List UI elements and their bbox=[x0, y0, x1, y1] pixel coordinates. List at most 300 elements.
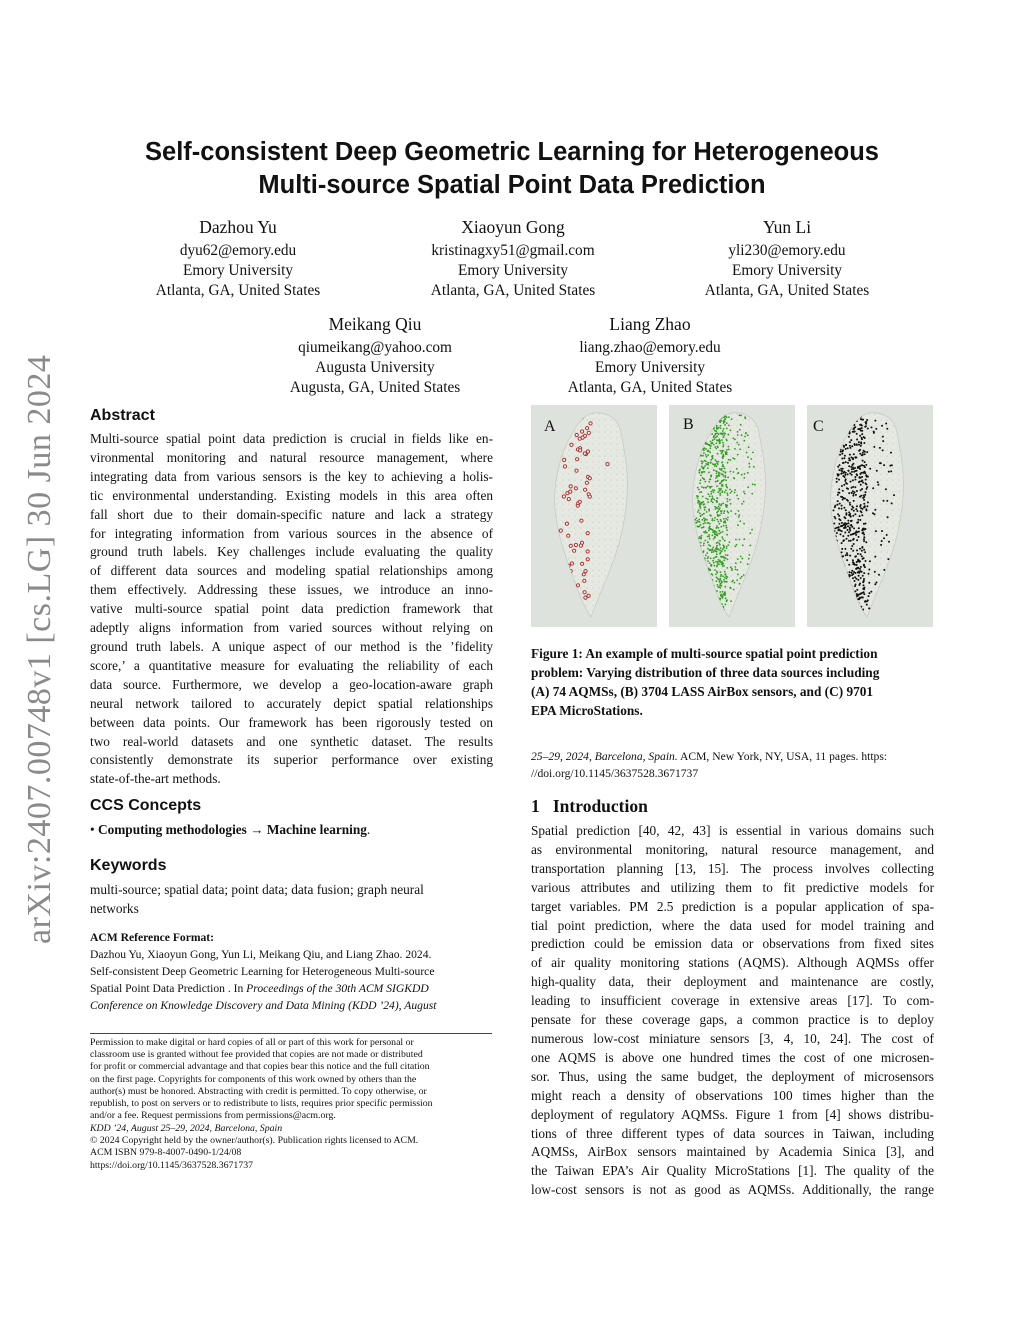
footnote-divider bbox=[90, 1033, 492, 1034]
author-block bbox=[540, 312, 760, 398]
sensor-point bbox=[866, 486, 868, 488]
sensor-point bbox=[861, 427, 863, 429]
sensor-point bbox=[697, 497, 699, 499]
sensor-point bbox=[578, 500, 581, 503]
sensor-point bbox=[719, 490, 721, 492]
sensor-point bbox=[711, 443, 713, 445]
sensor-point bbox=[838, 488, 840, 490]
sensor-point bbox=[869, 560, 871, 562]
sensor-point bbox=[836, 478, 838, 480]
sensor-point bbox=[863, 572, 865, 574]
sensor-point bbox=[852, 550, 854, 552]
sensor-point bbox=[851, 445, 853, 447]
sensor-point bbox=[720, 450, 722, 452]
sensor-point bbox=[848, 457, 850, 459]
sensor-point bbox=[705, 518, 707, 520]
sensor-point bbox=[852, 490, 854, 492]
sensor-point bbox=[856, 564, 858, 566]
sensor-point bbox=[744, 493, 746, 495]
sensor-point bbox=[862, 460, 864, 462]
sensor-point bbox=[752, 452, 754, 454]
sensor-point bbox=[709, 495, 711, 497]
author-location: Augusta, GA, United States bbox=[289, 379, 461, 396]
sensor-point bbox=[853, 527, 855, 529]
sensor-point bbox=[867, 476, 869, 478]
author-affiliation: Emory University bbox=[731, 262, 843, 279]
sensor-point bbox=[743, 538, 745, 540]
sensor-point bbox=[716, 473, 718, 475]
sensor-point bbox=[846, 559, 848, 561]
sensor-point bbox=[722, 503, 724, 505]
sensor-point bbox=[718, 441, 720, 443]
sensor-point bbox=[722, 575, 724, 577]
sensor-point bbox=[722, 565, 724, 567]
map-panel-c bbox=[807, 405, 933, 627]
sensor-point bbox=[837, 492, 839, 494]
sensor-point bbox=[849, 472, 851, 474]
sensor-point bbox=[854, 427, 856, 429]
sensor-point bbox=[836, 532, 838, 534]
sensor-point bbox=[838, 515, 840, 517]
sensor-point bbox=[837, 500, 839, 502]
sensor-point bbox=[738, 514, 740, 516]
sensor-point bbox=[833, 509, 835, 511]
sensor-point bbox=[854, 476, 856, 478]
sensor-point bbox=[726, 422, 728, 424]
sensor-point bbox=[852, 495, 854, 497]
ccs-bullet: • bbox=[90, 822, 95, 837]
caption-line: (A) 74 AQMSs, (B) 3704 LASS AirBox sensors, and (C) 9701 bbox=[531, 684, 874, 699]
author-affiliation: Emory University bbox=[594, 359, 706, 376]
sensor-point bbox=[703, 479, 705, 481]
sensor-point bbox=[852, 507, 854, 509]
sensor-point bbox=[702, 501, 704, 503]
sensor-point bbox=[723, 428, 725, 430]
abstract-body bbox=[90, 430, 493, 789]
sensor-point bbox=[563, 465, 566, 468]
sensor-point bbox=[851, 487, 853, 489]
sensor-point bbox=[837, 466, 839, 468]
sensor-point bbox=[861, 437, 863, 439]
sensor-point bbox=[716, 525, 718, 527]
sensor-point bbox=[707, 450, 709, 452]
sensor-point bbox=[725, 581, 727, 583]
sensor-point bbox=[875, 530, 877, 532]
sensor-point bbox=[717, 480, 719, 482]
sensor-point bbox=[702, 455, 704, 457]
sensor-point bbox=[726, 506, 728, 508]
sensor-point bbox=[727, 512, 729, 514]
sensor-point bbox=[700, 515, 702, 517]
sensor-point bbox=[727, 476, 729, 478]
sensor-point bbox=[730, 471, 732, 473]
sensor-point bbox=[859, 465, 861, 467]
sensor-point bbox=[567, 498, 570, 501]
sensor-point bbox=[712, 547, 714, 549]
intro-line: AQMSs, AirBox sensors maintained by Academia Sinica [3], and bbox=[531, 1144, 934, 1160]
sensor-point bbox=[850, 466, 852, 468]
footnote-doi[interactable]: https://doi.org/10.1145/3637528.3671737 bbox=[90, 1159, 254, 1171]
sensor-point bbox=[725, 476, 727, 478]
sensor-point bbox=[741, 434, 743, 436]
sensor-point bbox=[709, 526, 711, 528]
sensor-point bbox=[844, 517, 846, 519]
author-name: Meikang Qiu bbox=[328, 314, 422, 334]
sensor-point bbox=[705, 487, 707, 489]
sensor-point bbox=[707, 486, 709, 488]
sensor-point bbox=[735, 569, 737, 571]
author-block bbox=[265, 312, 485, 398]
sensor-point bbox=[717, 527, 719, 529]
sensor-point bbox=[723, 510, 725, 512]
sensor-point bbox=[881, 540, 883, 542]
sensor-point bbox=[724, 468, 726, 470]
sensor-point bbox=[722, 442, 724, 444]
sensor-point bbox=[723, 475, 725, 477]
sensor-point bbox=[702, 461, 704, 463]
sensor-point bbox=[725, 504, 727, 506]
sensor-point bbox=[559, 529, 562, 532]
sensor-point bbox=[845, 448, 847, 450]
sensor-point bbox=[718, 564, 720, 566]
sensor-point bbox=[701, 471, 703, 473]
sensor-point bbox=[734, 546, 736, 548]
sensor-point bbox=[854, 444, 856, 446]
sensor-point bbox=[862, 508, 864, 510]
sensor-point bbox=[717, 521, 719, 523]
sensor-point bbox=[723, 546, 725, 548]
sensor-point bbox=[851, 474, 853, 476]
author-location: Atlanta, GA, United States bbox=[155, 282, 321, 299]
sensor-point bbox=[877, 481, 879, 483]
sensor-point bbox=[707, 501, 709, 503]
sensor-point bbox=[848, 436, 850, 438]
sensor-point bbox=[562, 495, 565, 498]
sensor-point bbox=[837, 527, 839, 529]
sensor-point bbox=[849, 441, 851, 443]
sensor-point bbox=[852, 463, 854, 465]
sensor-point bbox=[887, 516, 889, 518]
sensor-point bbox=[856, 505, 858, 507]
author-name: Yun Li bbox=[762, 217, 812, 237]
sensor-point bbox=[726, 439, 728, 441]
sensor-point bbox=[753, 466, 755, 468]
sensor-point bbox=[856, 433, 858, 435]
sensor-point bbox=[569, 544, 572, 547]
abstract-line: state-of-the-art methods. bbox=[90, 771, 221, 787]
sensor-point bbox=[834, 516, 836, 518]
sensor-point bbox=[860, 577, 862, 579]
sensor-point bbox=[851, 574, 853, 576]
sensor-point bbox=[842, 462, 844, 464]
sensor-point bbox=[727, 501, 729, 503]
sensor-point bbox=[863, 549, 865, 551]
sensor-point bbox=[725, 575, 727, 577]
sensor-point bbox=[730, 510, 732, 512]
sensor-point bbox=[843, 539, 845, 541]
sensor-point bbox=[848, 522, 850, 524]
sensor-point bbox=[889, 465, 891, 467]
sensor-point bbox=[711, 535, 713, 537]
abstract-line: them effectively. Addressing these issues, we introduce an inno- bbox=[90, 582, 493, 598]
intro-line: deployment of regulatory AQMSs. Figure 1 from [4] shows distribu- bbox=[531, 1106, 934, 1122]
sensor-point bbox=[849, 445, 851, 447]
sensor-point bbox=[574, 543, 577, 546]
sensor-point bbox=[720, 482, 722, 484]
sensor-point bbox=[715, 448, 717, 450]
sensor-point bbox=[700, 538, 702, 540]
sensor-point bbox=[722, 434, 724, 436]
sensor-point bbox=[852, 458, 854, 460]
sensor-point bbox=[712, 560, 714, 562]
sensor-point bbox=[713, 557, 715, 559]
sensor-point bbox=[855, 508, 857, 510]
sensor-point bbox=[716, 519, 718, 521]
sensor-point bbox=[717, 584, 719, 586]
sensor-point bbox=[707, 454, 709, 456]
sensor-point bbox=[726, 567, 728, 569]
acm-ref-doi[interactable]: //doi.org/10.1145/3637528.3671737 bbox=[531, 767, 699, 780]
sensor-point bbox=[841, 472, 843, 474]
sensor-point bbox=[842, 490, 844, 492]
sensor-point bbox=[849, 555, 851, 557]
sensor-point bbox=[584, 488, 587, 491]
sensor-point bbox=[882, 440, 884, 442]
sensor-point bbox=[719, 421, 721, 423]
sensor-point bbox=[838, 507, 840, 509]
author-email: yli230@emory.edu bbox=[728, 242, 846, 259]
sensor-point bbox=[726, 428, 728, 430]
sensor-point bbox=[887, 558, 889, 560]
sensor-point bbox=[565, 522, 568, 525]
sensor-point bbox=[865, 479, 867, 481]
sensor-point bbox=[845, 527, 847, 529]
sensor-point bbox=[704, 540, 706, 542]
sensor-point bbox=[844, 476, 846, 478]
sensor-point bbox=[723, 479, 725, 481]
sensor-point bbox=[711, 433, 713, 435]
sensor-point bbox=[851, 508, 853, 510]
sensor-point bbox=[716, 443, 718, 445]
sensor-point bbox=[719, 561, 721, 563]
sensor-point bbox=[739, 583, 741, 585]
sensor-point bbox=[849, 502, 851, 504]
sensor-point bbox=[867, 599, 869, 601]
sensor-point bbox=[865, 464, 867, 466]
author-affiliation: Augusta University bbox=[315, 359, 435, 376]
sensor-point bbox=[868, 595, 870, 597]
sensor-point bbox=[717, 446, 719, 448]
sensor-point bbox=[726, 449, 728, 451]
sensor-point bbox=[754, 484, 756, 486]
sensor-point bbox=[717, 428, 719, 430]
sensor-point bbox=[713, 437, 715, 439]
sensor-point bbox=[718, 559, 720, 561]
sensor-point bbox=[752, 483, 754, 485]
sensor-point bbox=[847, 500, 849, 502]
sensor-point bbox=[730, 492, 732, 494]
sensor-point bbox=[725, 522, 727, 524]
sensor-point bbox=[726, 529, 728, 531]
intro-line: leading to insufficient coverage in extensive areas [17]. To com- bbox=[531, 993, 934, 1009]
intro-line: might reach a density of observations 100 times higher than the bbox=[531, 1087, 934, 1103]
sensor-point bbox=[857, 572, 859, 574]
sensor-point bbox=[848, 531, 850, 533]
sensor-point bbox=[837, 504, 839, 506]
sensor-point bbox=[715, 437, 717, 439]
sensor-point bbox=[707, 467, 709, 469]
sensor-point bbox=[861, 514, 863, 516]
sensor-point bbox=[709, 447, 711, 449]
sensor-point bbox=[749, 466, 751, 468]
author-name: Xiaoyun Gong bbox=[461, 217, 565, 237]
sensor-point bbox=[863, 534, 865, 536]
sensor-point bbox=[718, 543, 720, 545]
sensor-point bbox=[702, 496, 704, 498]
sensor-point bbox=[704, 520, 706, 522]
sensor-point bbox=[855, 534, 857, 536]
sensor-point bbox=[704, 481, 706, 483]
sensor-point bbox=[702, 514, 704, 516]
sensor-point bbox=[750, 545, 752, 547]
sensor-point bbox=[721, 580, 723, 582]
sensor-point bbox=[697, 495, 699, 497]
sensor-point bbox=[723, 525, 725, 527]
sensor-point bbox=[864, 426, 866, 428]
sensor-point bbox=[713, 499, 715, 501]
sensor-point bbox=[580, 519, 583, 522]
sensor-point bbox=[723, 512, 725, 514]
sensor-point bbox=[713, 562, 715, 564]
sensor-point bbox=[847, 520, 849, 522]
sensor-point bbox=[711, 499, 713, 501]
sensor-point bbox=[881, 425, 883, 427]
sensor-point bbox=[708, 510, 710, 512]
sensor-point bbox=[716, 546, 718, 548]
sensor-point bbox=[849, 447, 851, 449]
section-title: Introduction bbox=[552, 796, 648, 816]
sensor-point bbox=[717, 586, 719, 588]
sensor-point bbox=[858, 441, 860, 443]
sensor-point bbox=[847, 535, 849, 537]
sensor-point bbox=[712, 463, 714, 465]
sensor-point bbox=[870, 591, 872, 593]
sensor-point bbox=[704, 509, 706, 511]
section-number: 1 bbox=[531, 796, 540, 816]
sensor-point bbox=[843, 497, 845, 499]
sensor-point bbox=[731, 418, 733, 420]
sensor-point bbox=[843, 484, 845, 486]
sensor-point bbox=[730, 503, 732, 505]
sensor-point bbox=[736, 544, 738, 546]
sensor-point bbox=[703, 545, 705, 547]
sensor-point bbox=[722, 597, 724, 599]
acm-ref-proceedings: Proceedings of the 30th ACM SIGKDD bbox=[246, 982, 429, 995]
sensor-point bbox=[722, 531, 724, 533]
sensor-point bbox=[736, 495, 738, 497]
sensor-point bbox=[844, 532, 846, 534]
sensor-point bbox=[751, 529, 753, 531]
sensor-point bbox=[701, 527, 703, 529]
sensor-point bbox=[734, 439, 736, 441]
sensor-point bbox=[699, 512, 701, 514]
sensor-point bbox=[736, 442, 738, 444]
figure-1-caption bbox=[531, 644, 934, 720]
sensor-point bbox=[853, 500, 855, 502]
sensor-point bbox=[714, 446, 716, 448]
sensor-point bbox=[740, 556, 742, 558]
sensor-point bbox=[720, 519, 722, 521]
ccs-item-computing: Computing methodologies bbox=[97, 822, 247, 837]
sensor-point bbox=[848, 459, 850, 461]
sensor-point bbox=[724, 540, 726, 542]
sensor-point bbox=[854, 513, 856, 515]
author-block bbox=[138, 215, 338, 301]
sensor-point bbox=[698, 509, 700, 511]
map-panel-a bbox=[531, 405, 657, 627]
sensor-point bbox=[843, 445, 845, 447]
sensor-point bbox=[854, 479, 856, 481]
sensor-point bbox=[727, 559, 729, 561]
sensor-point bbox=[701, 460, 703, 462]
sensor-point bbox=[866, 419, 868, 421]
sensor-point bbox=[734, 492, 736, 494]
sensor-point bbox=[734, 458, 736, 460]
sensor-point bbox=[721, 550, 723, 552]
sensor-point bbox=[739, 448, 741, 450]
ccs-period: . bbox=[366, 822, 371, 837]
sensor-point bbox=[862, 575, 864, 577]
intro-line: of air quality monitoring stations (AQMS). Although AQMSs offer bbox=[531, 955, 934, 971]
sensor-point bbox=[586, 532, 589, 535]
sensor-point bbox=[855, 530, 857, 532]
sensor-point bbox=[849, 432, 851, 434]
author-email: liang.zhao@emory.edu bbox=[579, 339, 721, 356]
sensor-point bbox=[582, 573, 585, 576]
caption-line: Figure 1: An example of multi-source spatial point prediction bbox=[531, 646, 878, 661]
sensor-point bbox=[707, 536, 709, 538]
sensor-point bbox=[743, 523, 745, 525]
sensor-point bbox=[841, 551, 843, 553]
abstract-line: between data points. Our framework has been rigorously tested on bbox=[90, 714, 493, 730]
sensor-point bbox=[697, 511, 699, 513]
sensor-point bbox=[841, 542, 843, 544]
sensor-point bbox=[856, 539, 858, 541]
sensor-point bbox=[861, 433, 863, 435]
sensor-point bbox=[860, 553, 862, 555]
sensor-point bbox=[883, 537, 885, 539]
sensor-point bbox=[851, 471, 853, 473]
sensor-point bbox=[701, 535, 703, 537]
sensor-point bbox=[851, 572, 853, 574]
title-line-2: Multi-source Spatial Point Data Prediction bbox=[258, 171, 766, 199]
sensor-point bbox=[720, 510, 722, 512]
sensor-point bbox=[861, 476, 863, 478]
footnote-line: classroom use is granted without fee provided that copies are not made or distributed bbox=[90, 1049, 423, 1061]
sensor-point bbox=[874, 583, 876, 585]
sensor-point bbox=[861, 555, 863, 557]
sensor-point bbox=[859, 477, 861, 479]
intro-line: Spatial prediction [40, 42, 43] is essential in various domains such bbox=[531, 823, 934, 838]
sensor-point bbox=[700, 475, 702, 477]
sensor-point bbox=[844, 455, 846, 457]
sensor-point bbox=[721, 484, 723, 486]
sensor-point bbox=[861, 419, 863, 421]
sensor-point bbox=[741, 576, 743, 578]
sensor-point bbox=[723, 436, 725, 438]
sensor-point bbox=[710, 459, 712, 461]
sensor-point bbox=[843, 507, 845, 509]
